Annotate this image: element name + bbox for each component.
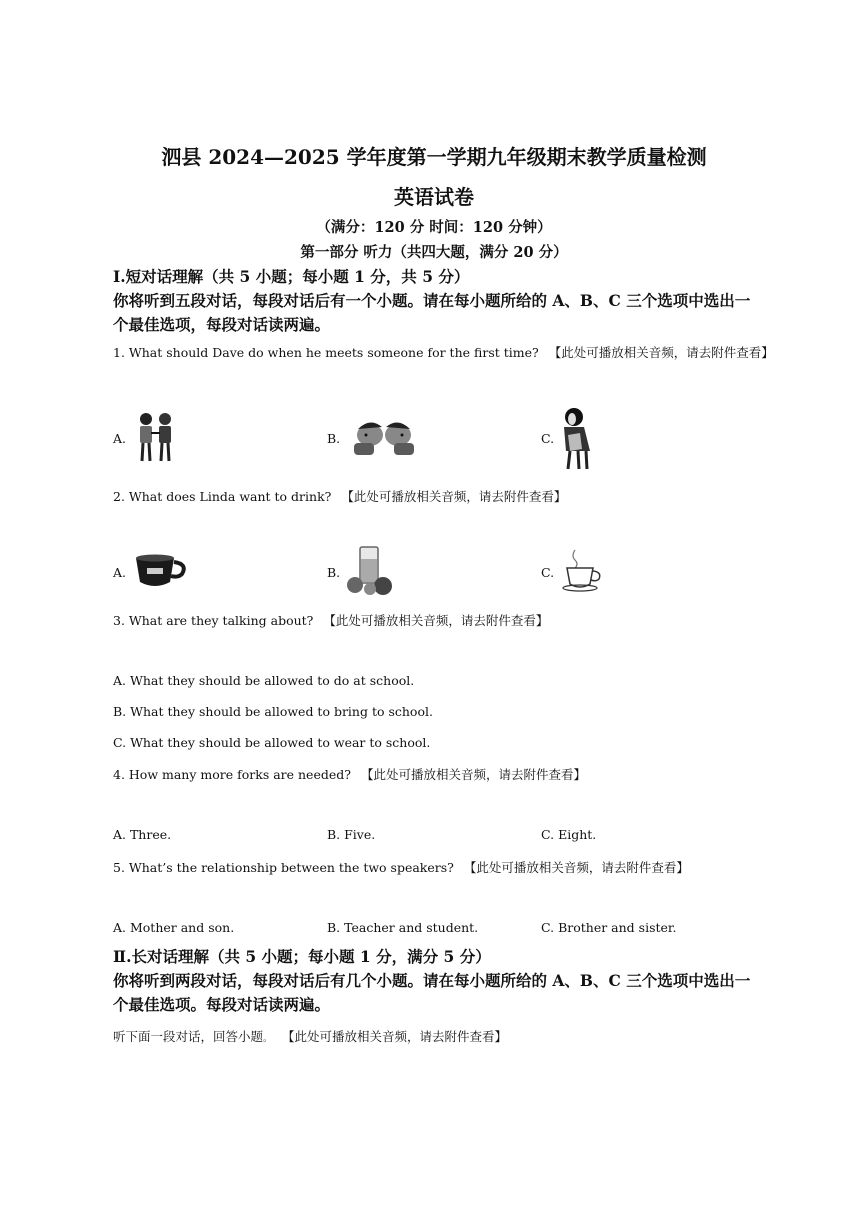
question-5 [113, 858, 689, 876]
option-label[interactable]: A. [113, 431, 127, 446]
audio-note[interactable]: 【此处可播放相关音频，请去附件查看】 [360, 767, 586, 782]
option-c[interactable]: C. What they should be allowed to wear to school. [113, 735, 431, 750]
option-c[interactable]: C. Brother and sister. [541, 920, 677, 935]
hug-image [560, 405, 594, 471]
audio-note[interactable]: 【此处可播放相关音频，请去附件查看】 [323, 613, 549, 628]
audio-note[interactable]: 【此处可播放相关音频，请去附件查看】 [463, 860, 689, 875]
section-instruction: 个最佳选项。每段对话读两遍。 [113, 995, 331, 1014]
listen-prompt-punct: 。 [263, 1034, 273, 1044]
question-text: 4. How many more forks are needed? [113, 767, 351, 782]
section-heading: Ⅰ.短对话理解（共 5 小题；每小题 1 分，共 5 分） [113, 267, 470, 286]
option-a[interactable]: A. Three. [113, 827, 172, 842]
option-label[interactable]: C. [541, 431, 555, 446]
juice-image [346, 545, 394, 595]
option-c[interactable]: C. Eight. [541, 827, 597, 842]
option-b[interactable]: B. Teacher and student. [327, 920, 479, 935]
question-text: 3. What are they talking about? [113, 613, 314, 628]
question-1 [113, 343, 774, 361]
question-text: 1. What should Dave do when he meets someone for the first time? [113, 345, 539, 360]
audio-note[interactable]: 【此处可播放相关音频，请去附件查看】 [282, 1029, 508, 1044]
part-heading: 第一部分 听力（共四大题，满分 20 分） [300, 244, 568, 261]
listen-prompt-text: 听下面一段对话，回答小题 [113, 1029, 264, 1044]
section-instruction: 个最佳选项，每段对话读两遍。 [113, 315, 331, 334]
paper-subtitle: 英语试卷 [394, 185, 474, 209]
page-title: 泗县 2024—2025 学年度第一学期九年级期末教学质量检测 [161, 145, 707, 169]
option-a[interactable]: A. Mother and son. [113, 920, 235, 935]
audio-note[interactable]: 【此处可播放相关音频，请去附件查看】 [548, 345, 774, 360]
option-a[interactable]: A. What they should be allowed to do at school. [113, 673, 415, 688]
question-3 [113, 611, 548, 629]
option-b[interactable]: B. Five. [327, 827, 376, 842]
listen-prompt [113, 1027, 507, 1045]
question-text: 5. What’s the relationship between the two speakers? [113, 860, 454, 875]
bow-image [348, 415, 420, 457]
option-label[interactable]: C. [541, 565, 555, 580]
option-b[interactable]: B. What they should be allowed to bring to school. [113, 704, 433, 719]
option-label[interactable]: B. [327, 431, 341, 446]
section-instruction: 你将听到两段对话，每段对话后有几个小题。请在每小题所给的 A、B、C 三个选项中选出一 [113, 971, 751, 990]
option-label[interactable]: B. [327, 565, 341, 580]
cup-image [134, 554, 190, 590]
question-text: 2. What does Linda want to drink? [113, 489, 332, 504]
audio-note[interactable]: 【此处可播放相关音频，请去附件查看】 [341, 489, 567, 504]
exam-meta: （满分：120 分 时间：120 分钟） [316, 219, 552, 236]
handshake-image [134, 411, 178, 463]
coffee-image [561, 548, 605, 592]
option-label[interactable]: A. [113, 565, 127, 580]
question-4 [113, 765, 586, 783]
section-instruction: 你将听到五段对话，每段对话后有一个小题。请在每小题所给的 A、B、C 三个选项中选出一 [113, 291, 751, 310]
question-2 [113, 487, 566, 505]
section-heading: Ⅱ.长对话理解（共 5 小题；每小题 1 分，满分 5 分） [113, 947, 491, 966]
